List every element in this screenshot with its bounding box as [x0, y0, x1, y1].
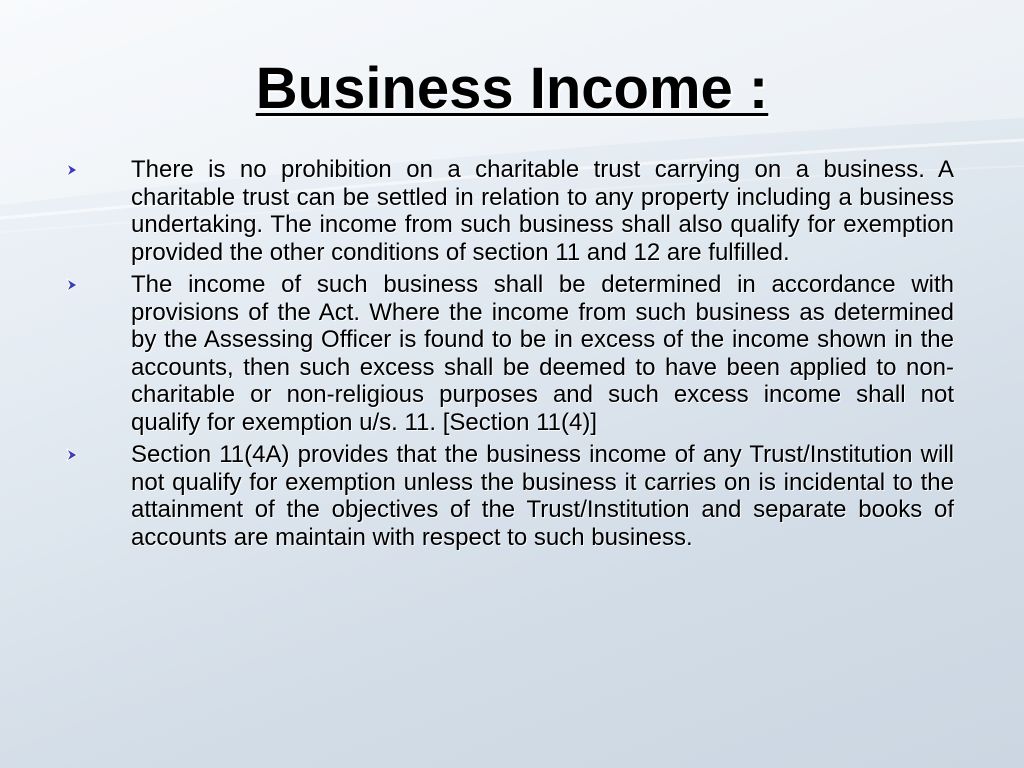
bullet-item: [60, 441, 954, 551]
arrow-bullet-icon: [64, 447, 80, 463]
bullet-text: Section 11(4A) provides that the business income of any Trust/Institution will not qualify for exemption unless the business it carries on is incidental to the attainment of the objectives of the Trust/Institution and separate books of accounts are maintain with respect to such business.: [131, 441, 954, 551]
bullet-text: There is no prohibition on a charitable trust carrying on a business. A charitable trust can be settled in relation to any property including a business undertaking. The income from such business shall also qualify for exemption provided the other conditions of section 11 and 12 are fulfilled.: [131, 156, 954, 266]
bullet-list: [60, 156, 954, 556]
slide-title: Business Income :: [255, 56, 769, 121]
bullet-text: The income of such business shall be determined in accordance with provisions of the Act. Where the income from such business as determined by the Assessing Officer is found to be in excess of the income shown in the accounts, then such excess shall be deemed to have been applied to non-charitable or non-religious purposes and such excess income shall not qualify for exemption u/s. 11. [Section 11(4)]: [131, 271, 954, 436]
bullet-item: [60, 271, 954, 436]
arrow-bullet-icon: [64, 277, 80, 293]
bullet-item: [60, 156, 954, 266]
arrow-bullet-icon: [64, 162, 80, 178]
